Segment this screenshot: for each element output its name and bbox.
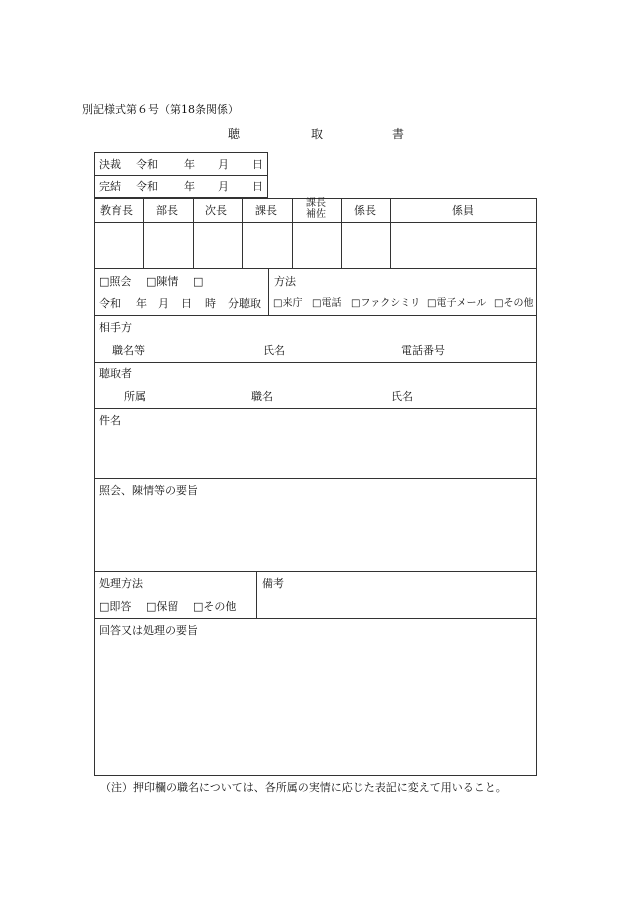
hearing-minute: 分聴取 (228, 297, 261, 310)
kanketsu-month: 月 (218, 180, 229, 193)
method-checkbox-fax[interactable]: □ファクシミリ (351, 298, 421, 309)
kanketsu-year: 年 (184, 180, 195, 193)
approver-kakariin: 係員 (452, 204, 474, 217)
hearing-year: 年 (136, 297, 147, 310)
handling-label: 処理方法 (99, 577, 143, 590)
inquiry-checkbox-other[interactable]: □ (193, 275, 204, 288)
approver-kachou: 課長 (255, 204, 277, 217)
interviewer-affiliation-field: 所属 (124, 390, 146, 403)
interviewer-label: 聴取者 (99, 367, 132, 380)
hearing-day: 日 (181, 297, 192, 310)
divider (94, 618, 537, 619)
kanketsu-day: 日 (252, 180, 263, 193)
counterpart-title-field: 職名等 (112, 344, 145, 357)
approver-kyouikuchou: 教育長 (100, 204, 133, 217)
divider (268, 268, 269, 315)
kessai-day: 日 (252, 158, 263, 171)
divider (341, 198, 342, 268)
title-char-3: 書 (392, 127, 405, 141)
interviewer-name-field: 氏名 (391, 390, 413, 403)
divider (193, 198, 194, 268)
counterpart-name-field: 氏名 (263, 344, 285, 357)
hearing-era: 令和 (99, 297, 121, 310)
remarks-label: 備考 (262, 577, 284, 590)
handling-checkbox-sokutou[interactable]: □即答 (99, 600, 132, 613)
divider (94, 362, 537, 363)
subject-label: 件名 (99, 414, 121, 427)
divider (94, 478, 537, 479)
kanketsu-era: 令和 (136, 180, 158, 193)
summary-label: 照会、陳情等の要旨 (99, 484, 198, 497)
method-checkbox-other[interactable]: □その他 (494, 298, 534, 309)
footnote: （注）押印欄の職名については、各所属の実情に応じた表記に変えて用いること。 (100, 781, 507, 794)
divider (292, 198, 293, 268)
approver-kachou-hosa-line1: 課長 (306, 198, 326, 209)
kessai-month: 月 (218, 158, 229, 171)
method-checkbox-raichou[interactable]: □来庁 (273, 298, 303, 309)
handling-checkbox-horyuu[interactable]: □保留 (146, 600, 179, 613)
title-char-2: 取 (311, 127, 324, 141)
approver-kachou-hosa-line2: 補佐 (306, 209, 326, 220)
divider (94, 175, 268, 176)
kessai-year: 年 (184, 158, 195, 171)
form-number: 別記様式第６号（第18条関係） (82, 103, 239, 116)
divider (143, 198, 144, 268)
divider (390, 198, 391, 268)
kessai-label: 決裁 (99, 158, 121, 171)
divider (94, 315, 537, 316)
method-checkbox-denwa[interactable]: □電話 (312, 298, 342, 309)
method-label: 方法 (274, 275, 296, 288)
approver-buchou: 部長 (156, 204, 178, 217)
divider (94, 408, 537, 409)
divider (94, 571, 537, 572)
counterpart-label: 相手方 (99, 321, 132, 334)
answer-label: 回答又は処理の要旨 (99, 624, 198, 637)
hearing-month: 月 (158, 297, 169, 310)
inquiry-checkbox-shoukai[interactable]: □照会 (99, 275, 132, 288)
hearing-hour: 時 (205, 297, 216, 310)
title-char-1: 聴 (228, 127, 241, 141)
handling-checkbox-other[interactable]: □その他 (193, 600, 237, 613)
kessai-era: 令和 (136, 158, 158, 171)
kanketsu-label: 完結 (99, 180, 121, 193)
approver-kakarichou: 係長 (354, 204, 376, 217)
divider (242, 198, 243, 268)
method-checkbox-email[interactable]: □電子メール (427, 298, 487, 309)
divider (94, 268, 537, 269)
interviewer-title-field: 職名 (251, 390, 273, 403)
divider (94, 222, 537, 223)
approver-jichou: 次長 (205, 204, 227, 217)
divider (256, 571, 257, 618)
inquiry-checkbox-chinjou[interactable]: □陳情 (146, 275, 179, 288)
counterpart-phone-field: 電話番号 (401, 344, 445, 357)
